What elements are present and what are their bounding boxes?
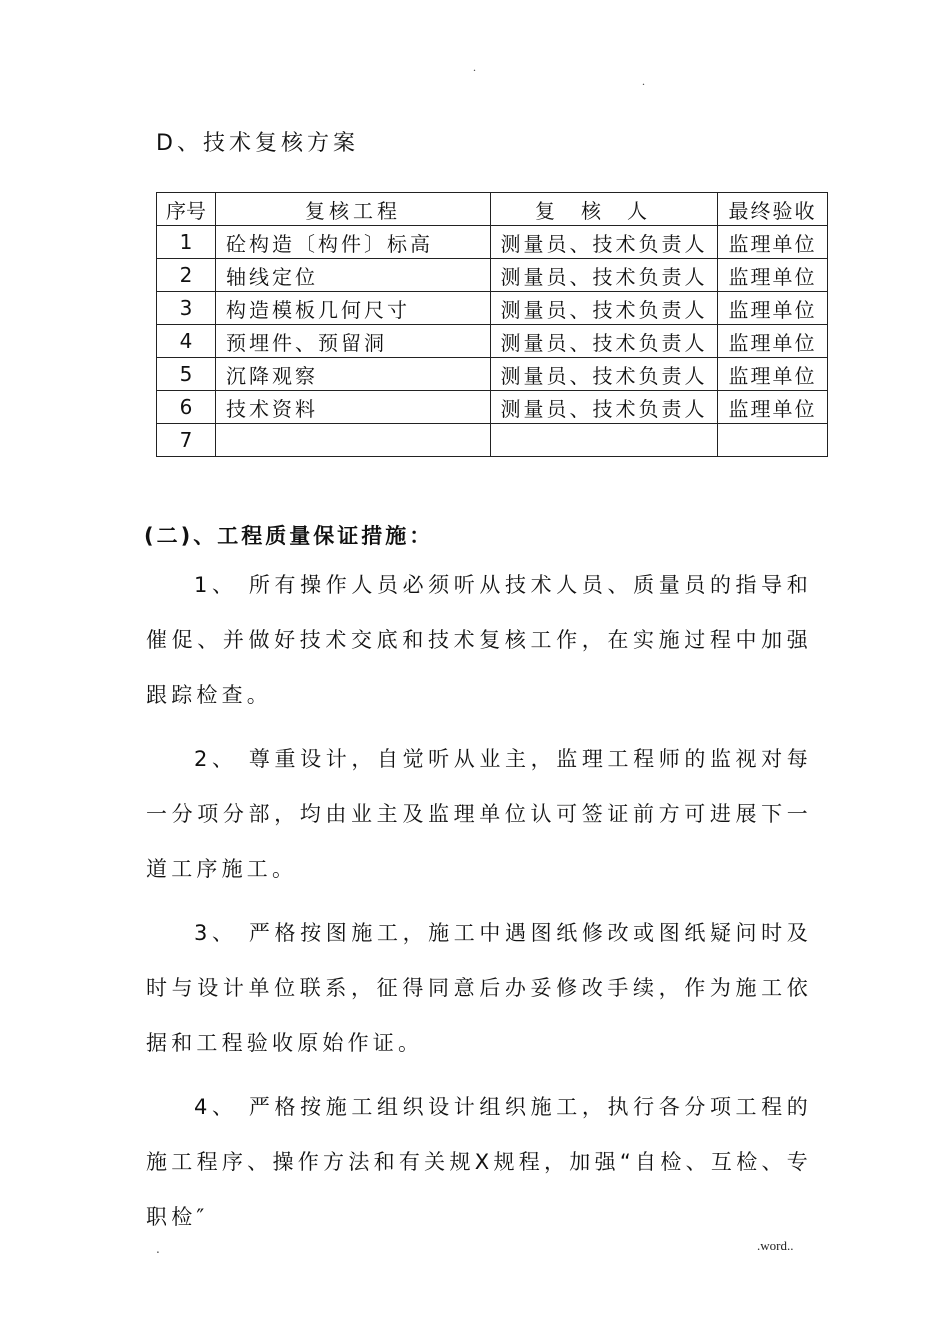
section-heading: D、技术复核方案 bbox=[156, 131, 359, 156]
cell-reviewer: 测量员、技术负责人 bbox=[491, 391, 718, 424]
cell-reviewer: 测量员、技术负责人 bbox=[491, 358, 718, 391]
cell-number: 5 bbox=[157, 358, 216, 391]
table-row bbox=[157, 226, 828, 259]
header-cell-item: 复核工程 bbox=[216, 193, 491, 226]
cell-acceptance: 监理单位 bbox=[718, 391, 828, 424]
table-row bbox=[157, 424, 828, 457]
header-dot-right: . bbox=[642, 74, 645, 88]
table-row bbox=[157, 259, 828, 292]
cell-number: 3 bbox=[157, 292, 216, 325]
cell-item: 预埋件、预留洞 bbox=[216, 325, 491, 358]
cell-number: 2 bbox=[157, 259, 216, 292]
cell-item bbox=[216, 424, 491, 457]
cell-acceptance: 监理单位 bbox=[718, 226, 828, 259]
cell-acceptance: 监理单位 bbox=[718, 325, 828, 358]
cell-number: 7 bbox=[157, 424, 216, 457]
cell-item: 砼构造〔构件〕标高 bbox=[216, 226, 491, 259]
cell-acceptance: 监理单位 bbox=[718, 259, 828, 292]
cell-number: 1 bbox=[157, 226, 216, 259]
table-row bbox=[157, 391, 828, 424]
header-cell-acceptance: 最终验收 bbox=[718, 193, 828, 226]
cell-item: 沉降观察 bbox=[216, 358, 491, 391]
table-row bbox=[157, 325, 828, 358]
table-row bbox=[157, 358, 828, 391]
cell-reviewer: 测量员、技术负责人 bbox=[491, 226, 718, 259]
cell-acceptance: 监理单位 bbox=[718, 292, 828, 325]
review-table bbox=[156, 192, 828, 457]
cell-item: 轴线定位 bbox=[216, 259, 491, 292]
cell-reviewer bbox=[491, 424, 718, 457]
cell-reviewer: 测量员、技术负责人 bbox=[491, 325, 718, 358]
footer-dot: . bbox=[156, 1242, 160, 1256]
cell-number: 4 bbox=[157, 325, 216, 358]
cell-item: 构造模板几何尺寸 bbox=[216, 292, 491, 325]
cell-acceptance bbox=[718, 424, 828, 457]
header-cell-number: 序号 bbox=[157, 193, 216, 226]
cell-reviewer: 测量员、技术负责人 bbox=[491, 292, 718, 325]
cell-reviewer: 测量员、技术负责人 bbox=[491, 259, 718, 292]
table-header-row bbox=[157, 193, 828, 226]
measure-paragraph-3: 3、 严格按图施工，施工中遇图纸修改或图纸疑问时及时与设计单位联系，征得同意后办妥修改手续，作为施工依据和工程验收原始作证。 bbox=[146, 921, 812, 1055]
section-subtitle: (二)、工程质量保证措施： bbox=[144, 524, 434, 548]
header-dot-left: . bbox=[473, 60, 476, 74]
table-row bbox=[157, 292, 828, 325]
cell-acceptance: 监理单位 bbox=[718, 358, 828, 391]
measure-paragraph-4: 4、 严格按施工组织设计组织施工，执行各分项工程的施工程序、操作方法和有关规X规程，加强“自检、互检、专职检″ bbox=[146, 1095, 812, 1229]
footer-word: .word.. bbox=[757, 1238, 794, 1253]
header-cell-reviewer: 复核人 bbox=[491, 193, 718, 226]
measures-list bbox=[146, 558, 812, 1254]
measure-paragraph-2: 2、 尊重设计，自觉听从业主，监理工程师的监视对每一分项分部，均由业主及监理单位认可签证前方可进展下一道工序施工。 bbox=[146, 747, 812, 881]
cell-number: 6 bbox=[157, 391, 216, 424]
cell-item: 技术资料 bbox=[216, 391, 491, 424]
measure-paragraph-1: 1、 所有操作人员必须听从技术人员、质量员的指导和催促、并做好技术交底和技术复核工作，在实施过程中加强跟踪检查。 bbox=[146, 573, 812, 707]
